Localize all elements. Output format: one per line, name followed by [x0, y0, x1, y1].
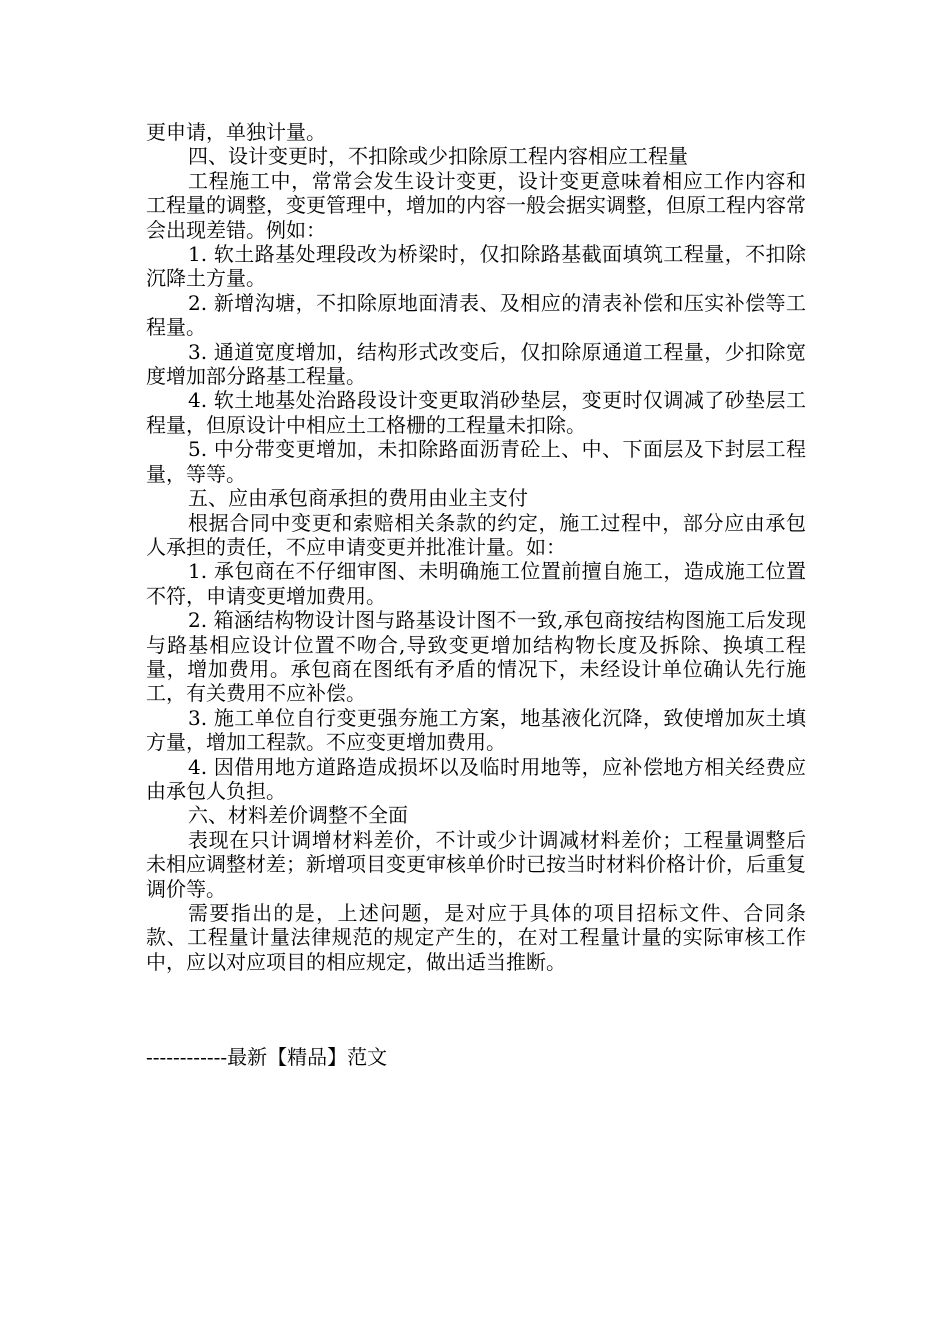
list-item: 3. 通道宽度增加，结构形式改变后，仅扣除原通道工程量，少扣除宽度增加部分路基工程量。: [146, 339, 806, 389]
footer-text: ------------最新【精品】范文: [146, 1045, 388, 1069]
paragraph: 工程施工中，常常会发生设计变更，设计变更意味着相应工作内容和工程量的调整，变更管理中，增加的内容一般会据实调整，但原工程内容常会出现差错。例如：: [146, 168, 806, 242]
paragraph: 根据合同中变更和索赔相关条款的约定，施工过程中，部分应由承包人承担的责任，不应申请变更并批准计量。如：: [146, 510, 806, 559]
document-body: [146, 120, 806, 974]
list-item: 4. 软土地基处治路段设计变更取消砂垫层，变更时仅调减了砂垫层工程量，但原设计中相应土工格栅的工程量未扣除。: [146, 388, 806, 437]
list-item: 5. 中分带变更增加，未扣除路面沥青砼上、中、下面层及下封层工程量，等等。: [146, 437, 806, 486]
paragraph: 更申请，单独计量。: [146, 120, 326, 144]
paragraph: 需要指出的是，上述问题，是对应于具体的项目招标文件、合同条款、工程量计量法律规范的规定产生的，在对工程量计量的实际审核工作中，应以对应项目的相应规定，做出适当推断。: [146, 901, 806, 974]
list-item: 4. 因借用地方道路造成损坏以及临时用地等，应补偿地方相关经费应由承包人负担。: [146, 754, 806, 803]
section-heading: 四、设计变更时，不扣除或少扣除原工程内容相应工程量: [188, 144, 688, 169]
section-heading: 五、应由承包商承担的费用由业主支付: [188, 486, 528, 511]
list-item: 2. 新增沟塘，不扣除原地面清表、及相应的清表补偿和压实补偿等工程量。: [146, 290, 806, 340]
section-heading: 六、材料差价调整不全面: [188, 803, 408, 828]
list-item: 1. 承包商在不仔细审图、未明确施工位置前擅自施工，造成施工位置不符，申请变更增加费用。: [146, 559, 806, 608]
list-item: 2. 箱涵结构物设计图与路基设计图不一致,承包商按结构图施工后发现与路基相应设计位置不吻合,导致变更增加结构物长度及拆除、换填工程量，增加费用。承包商在图纸有矛盾的情况下，未经设计单位确认先行施工，有关费用不应补偿。: [146, 608, 806, 706]
list-item: 3. 施工单位自行变更强夯施工方案，地基液化沉降，致使增加灰土填方量，增加工程款。不应变更增加费用。: [146, 705, 806, 755]
list-item: 1. 软土路基处理段改为桥梁时，仅扣除路基截面填筑工程量，不扣除沉降土方量。: [146, 242, 806, 291]
paragraph: 表现在只计调增材料差价，不计或少计调减材料差价；工程量调整后未相应调整材差；新增项目变更审核单价时已按当时材料价格计价，后重复调价等。: [146, 827, 806, 901]
